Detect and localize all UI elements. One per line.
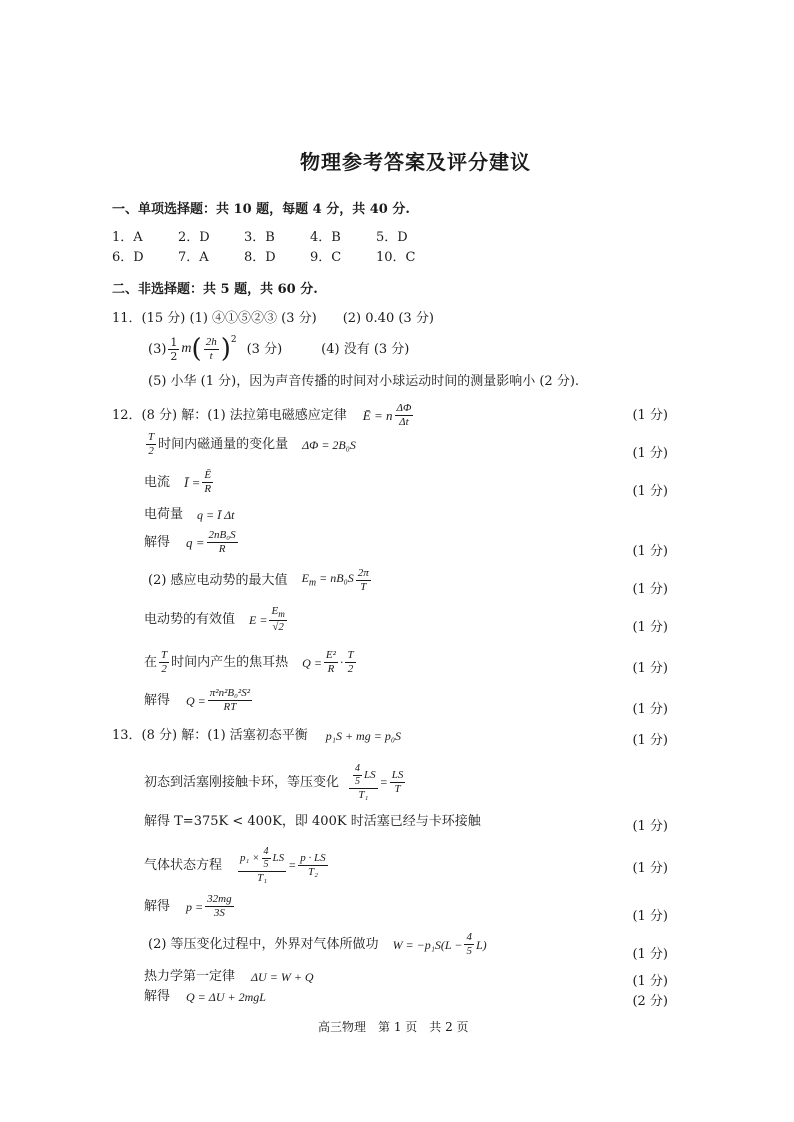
formula-work: W = −p₁S(L − (392, 937, 463, 952)
q13-step2 (144, 754, 407, 810)
q13-intro-text: 13．(8 分) 解：(1) 活塞初态平衡 (112, 728, 308, 743)
q13-step5 (144, 894, 236, 919)
q12-step6 (148, 568, 373, 593)
points-q13-5: (1 分) (632, 909, 668, 924)
page-footer: 高三物理 第 1 页 共 2 页 (318, 1020, 469, 1034)
formula-Q-heat: Q = (302, 655, 322, 670)
q12-step3-text: 电流 (144, 475, 171, 490)
formula-piston-balance: p₁S + mg = p₀S (325, 728, 401, 743)
q13-step6 (148, 932, 487, 957)
q11-line3: (5) 小华 (1 分)，因为声音传播的时间对小球运动时间的测量影响小 (2 分). (148, 374, 580, 389)
q12-intro-text: 12．(8 分) 解：(1) 法拉第电磁感应定律 (112, 408, 347, 423)
points-q13-1: (1 分) (632, 733, 668, 748)
q12-step4 (144, 508, 235, 521)
q12-step8 (144, 650, 358, 675)
q13-step6-text: (2) 等压变化过程中，外界对气体所做功 (148, 937, 379, 952)
formula-first-law: ΔU = W + Q (251, 969, 314, 984)
points-q13-3: (1 分) (632, 819, 668, 834)
formula-E-over-R: $\frac{Ē}{R}$ (204, 469, 212, 495)
formula-45LS-over-T1: $\frac{4}{5}$ LS T₁ (349, 764, 378, 801)
points-q12-3: (1 分) (632, 484, 668, 499)
formula-emf-avg: Ē = n (362, 408, 393, 423)
formula-32mg-over-3S: $\frac{32mg}{3S}$ (207, 893, 232, 919)
answer-5: 5．D (376, 230, 408, 245)
q12-step6-text: (2) 感应电动势的最大值 (148, 573, 288, 588)
q11-line1: 11．(15 分) (1) ④①⑤②③ (3 分) (2) 0.40 (3 分) (112, 311, 434, 326)
formula-T-over-2-c: $\frac{T}{2}$ (347, 649, 354, 675)
q13-step8-text: 解得 (144, 989, 171, 1004)
formula-dphi-dt: $\frac{\Delta\Phi}{\Delta t}$ (396, 402, 412, 428)
formula-current: Ī = (184, 475, 201, 490)
points-q12-1: (1 分) (632, 408, 668, 423)
q13-step8 (144, 990, 266, 1003)
formula-Q: Q = (186, 693, 206, 708)
formula-equals-2: = (288, 858, 297, 872)
formula-T-over-2-b: $\frac{T}{2}$ (161, 649, 168, 675)
q12-intro (112, 403, 415, 428)
q12-step9 (144, 688, 254, 713)
q12-step7-text: 电动势的有效值 (144, 612, 236, 628)
answer-10: 10．C (376, 250, 416, 265)
formula-square: 2 (230, 335, 237, 345)
q12-step8-text-b: 时间内产生的焦耳热 (171, 655, 289, 670)
q12-step2 (144, 432, 356, 457)
q12-step5-text: 解得 (144, 535, 171, 550)
points-q13-4: (1 分) (632, 861, 668, 876)
q12-step5 (144, 530, 240, 555)
formula-Em: $E_m = nB_0S$ (301, 571, 354, 589)
formula-E2-over-R: $\frac{\text{E²}}{R}$ (325, 649, 336, 675)
q12-step2-text: 时间内磁通量的变化量 (158, 437, 289, 452)
formula-E-eff: E = (249, 612, 268, 627)
formula-m: m (181, 341, 192, 356)
answer-4: 4．B (310, 230, 341, 245)
formula-half: $\frac{1}{2}$ (170, 335, 178, 363)
answer-8: 8．D (244, 250, 276, 265)
formula-LS-over-T: $\frac{LS}{T}$ (391, 768, 404, 795)
q13-step7 (144, 970, 314, 983)
q12-step9-text: 解得 (144, 693, 171, 708)
q13-step7-text: 热力学第一定律 (144, 969, 236, 984)
formula-paren-close: ) (220, 334, 231, 364)
q13-step3: 解得 T=375K < 400K，即 400K 时活塞已经与卡环接触 (144, 814, 481, 829)
points-q12-5: (1 分) (632, 544, 668, 559)
points-q13-6: (1 分) (632, 947, 668, 962)
formula-p: p = (186, 899, 204, 914)
formula-q: q = (186, 535, 205, 550)
formula-Q-final: Q = ΔU + 2mgL (186, 989, 266, 1004)
formula-work-end: L) (475, 937, 487, 952)
answer-6: 6．D (112, 250, 144, 265)
answer-7: 7．A (178, 250, 209, 265)
section1-heading: 一、单项选择题：共 10 题，每题 4 分，共 40 分. (112, 202, 410, 217)
formula-T-over-2: $\frac{T}{2}$ (148, 431, 155, 457)
q13-step4 (144, 838, 330, 892)
points-q12-8: (1 分) (632, 661, 668, 676)
q13-intro (112, 729, 401, 742)
formula-Q-result: $\frac{\text{π²n²B₀²S²}}{RT}$ (209, 687, 251, 713)
section2-heading: 二、非选择题：共 5 题，共 60 分. (112, 282, 318, 297)
formula-charge: q = Ī Δt (197, 507, 235, 522)
formula-2h-over-t: $\frac{2h}{t}$ (205, 335, 217, 362)
points-q12-2: (1 分) (632, 446, 668, 461)
points-q13-7: (1 分) (632, 974, 668, 989)
points-q12-7: (1 分) (632, 620, 668, 635)
formula-dot: · (339, 656, 344, 669)
q12-step7 (144, 606, 289, 633)
answer-1: 1．A (112, 230, 143, 245)
points-q12-9: (1 分) (632, 702, 668, 717)
q11-line2-suffix: (3 分) (4) 没有 (3 分) (246, 341, 410, 357)
formula-state-left: p₁ × $\frac{4}{5}$ LS T₁ (240, 845, 285, 884)
formula-paren-open: ( (191, 334, 202, 364)
q11-line2 (148, 336, 409, 362)
answer-3: 3．B (244, 230, 275, 245)
answer-2: 2．D (178, 230, 210, 245)
formula-dphi: ΔΦ = 2B₀S (302, 437, 356, 452)
points-q12-6: (1 分) (632, 582, 668, 597)
q12-step8-text-a: 在 (144, 655, 158, 670)
q12-step4-text: 电荷量 (144, 507, 184, 522)
formula-2nB0S-over-R: $\frac{\text{2nB₀S}}{R}$ (208, 529, 236, 555)
formula-state-right: $\frac{p \cdot LS}{\text{T₂}}$ (300, 851, 326, 878)
q11-line2-prefix: (3) (148, 341, 167, 357)
points-q13-8: (2 分) (632, 994, 668, 1009)
answer-9: 9．C (310, 250, 342, 265)
formula-2pi-over-T: $\frac{2\pi}{T}$ (357, 567, 369, 593)
q13-step5-text: 解得 (144, 899, 171, 914)
formula-Em-over-sqrt2: $\frac{E_m}{√2}$ (271, 605, 285, 634)
q13-step4-text: 气体状态方程 (144, 857, 223, 873)
formula-equals: = (379, 775, 388, 789)
formula-4-over-5: $\frac{4}{5}$ (466, 931, 472, 957)
page-title: 物理参考答案及评分建议 (300, 150, 531, 174)
q12-step3 (144, 470, 215, 495)
q13-step2-text: 初态到活塞刚接触卡环，等压变化 (144, 774, 340, 790)
